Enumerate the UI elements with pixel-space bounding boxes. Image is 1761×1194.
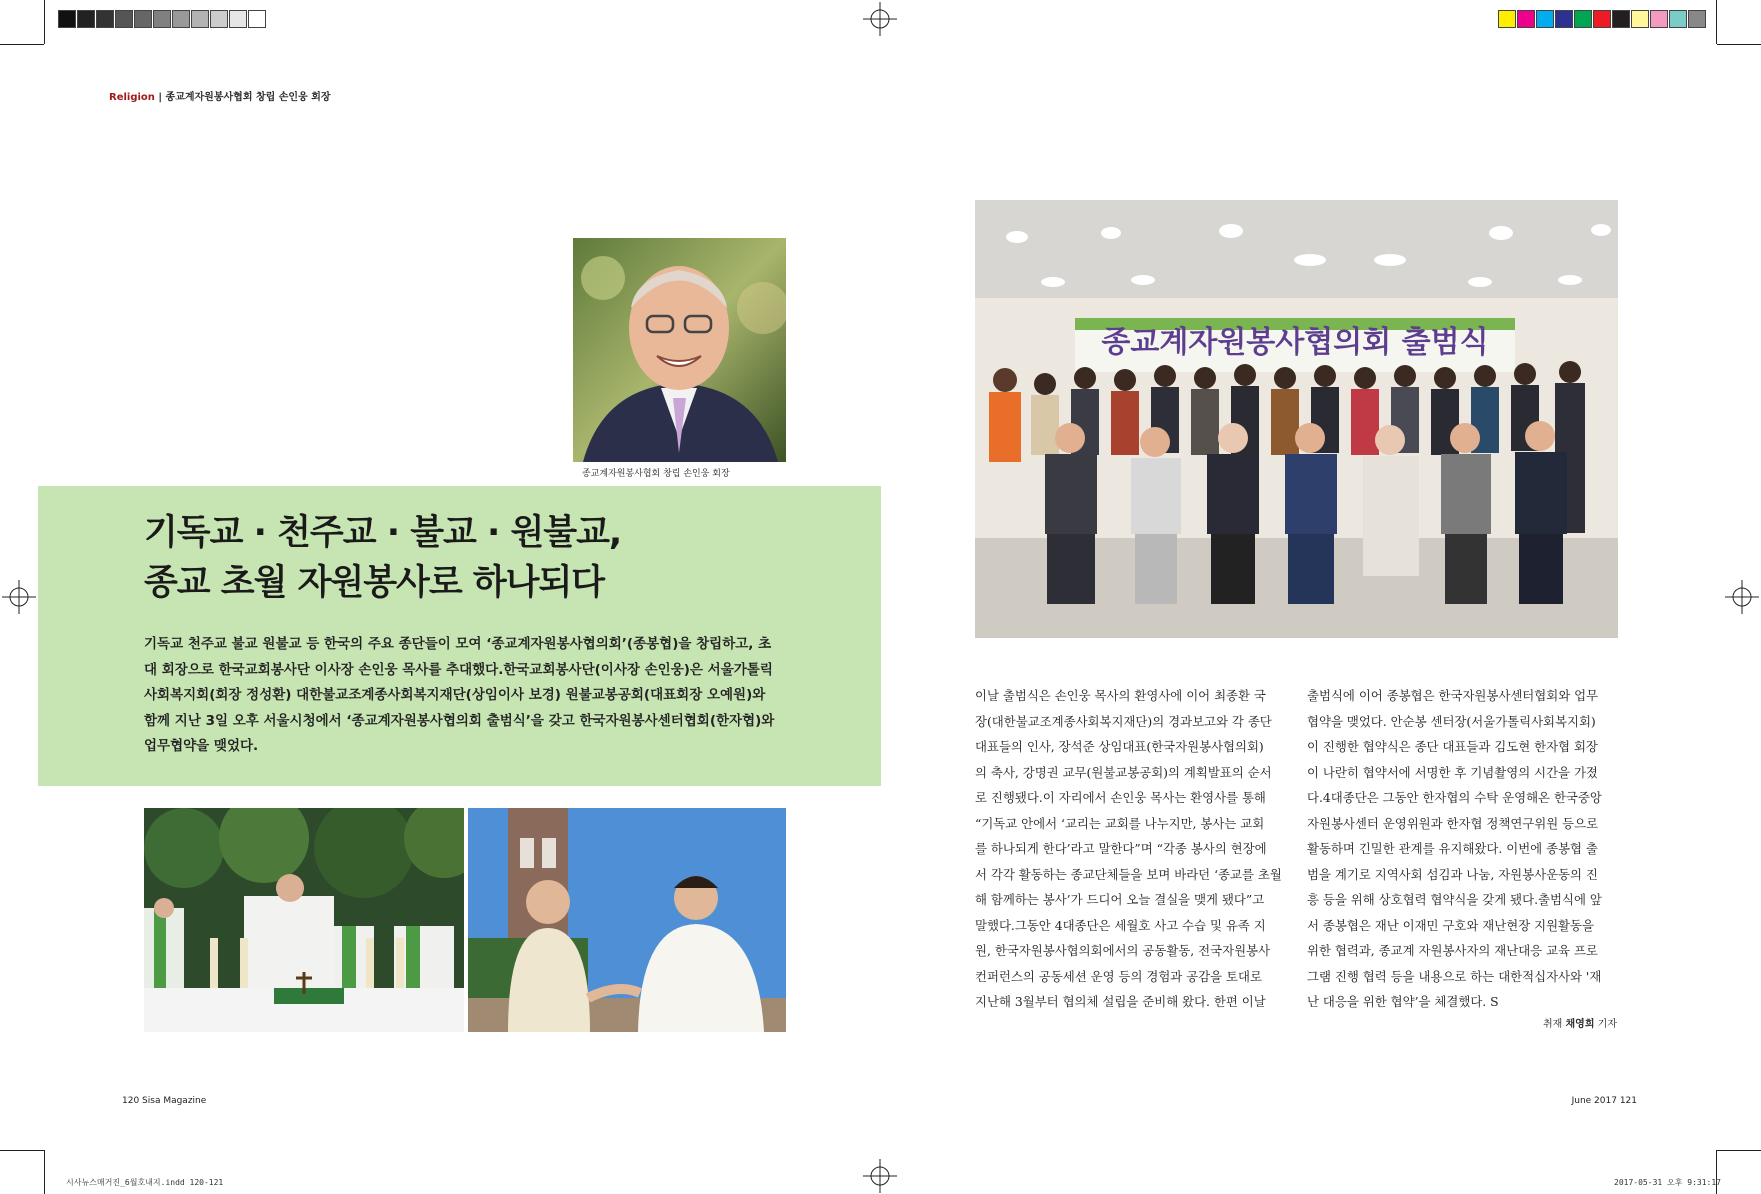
body-line: 컨퍼런스의 공동세션 운영 등의 경험과 공감을 토대로 <box>975 968 1262 984</box>
body-line: 서 각각 활동하는 종교단체들을 보며 바라던 ‘종교를 초월 <box>975 866 1282 882</box>
lead-line: 대 회장으로 한국교회봉사단 이사장 손인웅 목사를 추대했다.한국교회봉사단(이사장 손인웅)은 서울가톨릭 <box>144 661 773 678</box>
banner-text: 종교계자원봉사협의회 출범식 <box>1101 325 1489 360</box>
body-column-1 <box>975 683 1286 1015</box>
body-line: 흥 등을 위해 상호협력 협약식을 갖게 됐다.출범식에 앞 <box>1307 892 1602 907</box>
body-line: 대표들의 인사, 장석준 상임대표(한국자원봉사협의회) <box>975 739 1264 754</box>
registration-mark-left <box>2 580 36 614</box>
lead-line: 기독교 천주교 불교 원불교 등 한국의 주요 종단들이 모여 ‘종교계자원봉사협의회’(종봉협)을 창립하고, 초 <box>144 636 772 652</box>
registration-mark-bottom <box>863 1159 897 1193</box>
body-line: 자원봉사센터 운영위원과 한자협 정책연구위원 등으로 <box>1307 815 1599 831</box>
ceremony-group-photo <box>975 200 1618 638</box>
registration-mark-top <box>863 2 897 36</box>
body-line: 해 함께하는 봉사’가 드디어 오늘 결실을 맺게 됐다”고 <box>975 892 1265 907</box>
body-line: 장(대한불교조계종사회복지재단)의 경과보고와 각 종단 <box>975 713 1272 729</box>
byline <box>1543 1015 1617 1030</box>
section-separator: | <box>158 92 163 103</box>
body-line: 서 종봉협은 재난 이재민 구호와 재난현장 지원활동을 <box>1307 917 1594 933</box>
body-line: 로 진행됐다.이 자리에서 손인웅 목사는 환영사를 통해 <box>975 790 1266 805</box>
byline-name: 채영희 <box>1565 1019 1595 1030</box>
byline-suffix: 기자 <box>1597 1019 1617 1030</box>
body-line: 의 축사, 강명권 교무(원불교봉공회)의 계획발표의 순서 <box>975 764 1272 780</box>
slug-right: 2017-05-31 오후 9:31:17 <box>1614 1178 1721 1187</box>
body-line: 지난해 3월부터 협의체 설립을 준비해 왔다. 한편 이날 <box>975 994 1266 1009</box>
portrait-caption: 종교계자원봉사협회 창립 손인웅 회장 <box>582 469 730 479</box>
slug-left: 시사뉴스매거진_6월호내지.indd 120-121 <box>66 1178 224 1187</box>
body-line: 원, 한국자원봉사협의회에서의 공동활동, 전국자원봉사 <box>975 943 1270 958</box>
body-line: 이 나란히 협약서에 서명한 후 기념촬영의 시간을 가졌 <box>1307 764 1598 780</box>
headline <box>144 508 844 608</box>
portrait-photo <box>573 238 786 462</box>
body-line: 말했다.그동안 4대종단은 세월호 사고 수습 및 유족 지 <box>975 917 1266 933</box>
body-column-2 <box>1307 683 1618 1015</box>
handshake-photo <box>468 808 786 1032</box>
headline-line-2: 종교 초월 자원봉사로 하나되다 <box>144 563 605 603</box>
section-label: Religion <box>109 92 155 103</box>
folio-left: 120 Sisa Magazine <box>122 1096 207 1106</box>
section-title: 종교계자원봉사협회 창립 손인웅 회장 <box>165 92 331 103</box>
body-line: 이 진행한 협약식은 종단 대표들과 김도현 한자협 회장 <box>1307 739 1598 754</box>
body-line: 그램 진행 협력 등을 내용으로 하는 대한적십자사와 '재 <box>1307 968 1602 984</box>
body-line: 다.4대종단은 그동안 한자협의 수탁 운영해온 한국중앙 <box>1307 790 1602 805</box>
body-line: 위한 협력과, 종교계 자원봉사자의 재난대응 교육 프로 <box>1307 943 1598 958</box>
registration-mark-right <box>1725 580 1759 614</box>
mass-service-photo <box>144 808 464 1032</box>
body-line: 협약을 맺었다. 안순봉 센터장(서울가톨릭사회복지회) <box>1307 713 1596 729</box>
body-line: 활동하며 긴밀한 관계를 유지해왔다. 이번에 종봉협 출 <box>1307 841 1598 856</box>
lead-line: 업무협약을 맺었다. <box>144 738 259 754</box>
body-line: 를 하나되게 한다’라고 말한다”며 “각종 봉사의 현장에 <box>975 841 1267 856</box>
body-line: 난 대응을 위한 협약’을 체결했다. S <box>1307 994 1499 1009</box>
lead-line: 함께 지난 3일 오후 서울시청에서 ‘종교계자원봉사협의회 출범식’을 갖고 한국자원봉사센터협회(한자협)와 <box>144 712 775 729</box>
body-line: 범을 계기로 지역사회 섬김과 나눔, 자원봉사운동의 진 <box>1307 866 1598 882</box>
byline-prefix: 취재 <box>1542 1019 1563 1030</box>
headline-line-1: 기독교 · 천주교 · 불교 · 원불교, <box>144 513 622 553</box>
lead-paragraph <box>144 632 788 760</box>
body-line: 이날 출범식은 손인웅 목사의 환영사에 이어 최종환 국 <box>975 688 1266 703</box>
lead-line: 사회복지회(회장 정성환) 대한불교조계종사회복지재단(상임이사 보경) 원불교봉공회(대표회장 오예원)와 <box>144 687 766 703</box>
folio-right: June 2017 121 <box>1571 1096 1637 1106</box>
section-header <box>109 88 331 103</box>
body-line: 출범식에 이어 종봉협은 한국자원봉사센터협회와 업무 <box>1307 688 1599 703</box>
body-line: “기독교 안에서 ‘교리는 교회를 나누지만, 봉사는 교회 <box>975 815 1265 831</box>
